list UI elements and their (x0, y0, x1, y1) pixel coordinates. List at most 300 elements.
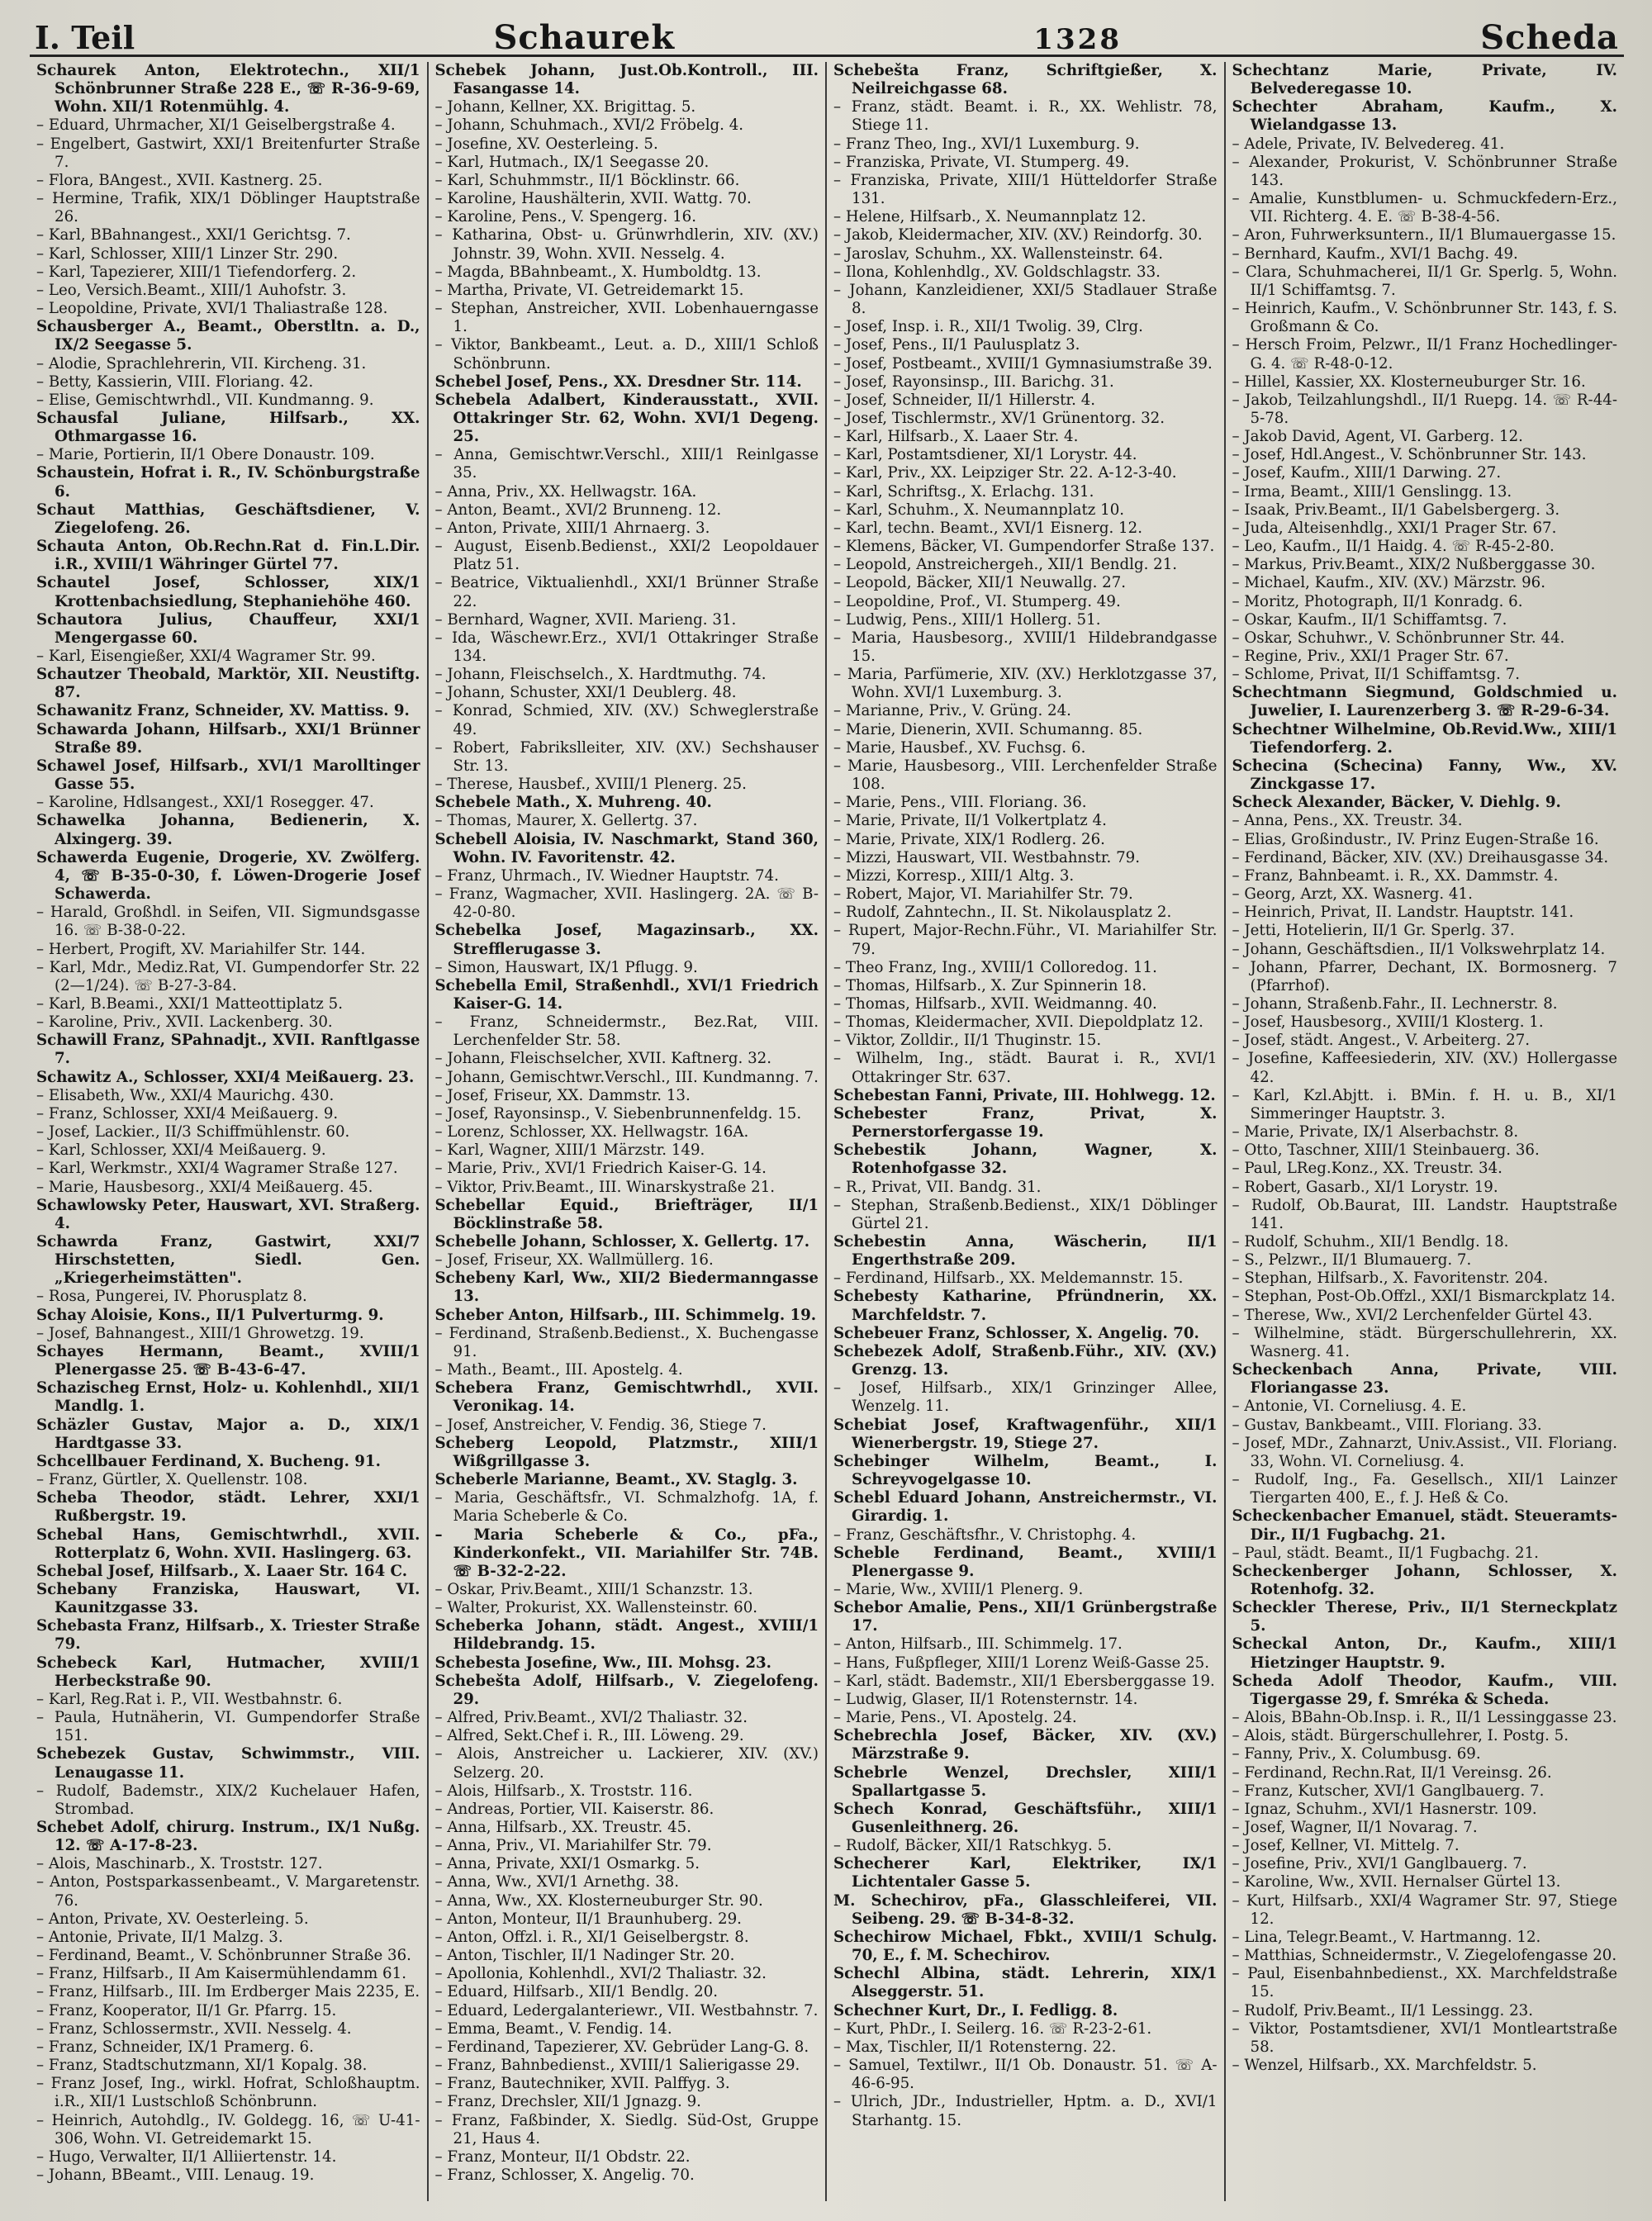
directory-entry: Schechter Abraham, Kaufm., X. Wielandgasse 13. (1232, 98, 1617, 135)
directory-sub-entry: – Johann, Geschäftsdien., II/1 Volkswehrplatz 14. (1232, 940, 1606, 958)
directory-sub-entry: – Franz, städt. Beamt. i. R., XX. Wehlistr. 78, Stiege 11. (833, 98, 1218, 135)
directory-sub-entry: – Josef, MDr., Zahnarzt, Univ.Assist., VII. Floriang. 33, Wohn. VI. Corneliusg. 4. (1232, 1434, 1617, 1470)
directory-sub-entry: – Franz, Kutscher, XVI/1 Ganglbauerg. 7. (1232, 1782, 1545, 1800)
directory-sub-entry: – Oskar, Schuhwr., V. Schönbrunner Str. 44. (1232, 629, 1565, 647)
directory-entry: Schauta Anton, Ob.Rechn.Rat d. Fin.L.Dir. i.R., XVIII/1 Währinger Gürtel 77. (36, 538, 420, 574)
directory-sub-entry: – Marie, Private, II/1 Volkertplatz 4. (833, 812, 1107, 830)
directory-entry: Schechtmann Siegmund, Goldschmied u. Juwelier, I. Laurenzerberg 3. ☏ R-29-6-34. (1232, 684, 1617, 720)
directory-sub-entry: – Josefine, Priv., XVI/1 Ganglbauerg. 7. (1232, 1855, 1527, 1873)
directory-sub-entry: – Johann, BBeamt., VIII. Lenaug. 19. (36, 2166, 315, 2184)
directory-entry: Schechl Albina, städt. Lehrerin, XIX/1 Alseggerstr. 51. (833, 1965, 1218, 2001)
directory-sub-entry: – Konrad, Schmied, XIV. (XV.) Schweglerstraße 49. (434, 702, 819, 738)
directory-sub-entry: – Alois, BBahn-Ob.Insp. i. R., II/1 Lessinggasse 23. (1232, 1709, 1617, 1727)
directory-sub-entry: – Thomas, Kleidermacher, XVII. Diepoldplatz 12. (833, 1013, 1203, 1032)
directory-sub-entry: – Marie, Portierin, II/1 Obere Donaustr. 109. (36, 446, 375, 464)
directory-sub-entry: – Karoline, Pens., V. Spengerg. 16. (434, 208, 697, 226)
directory-sub-entry: – Regine, Priv., XXI/1 Prager Str. 67. (1232, 648, 1509, 665)
directory-sub-entry: – Franz, Bautechniker, XVII. Palffyg. 3. (434, 2075, 730, 2093)
directory-sub-entry: – Ferdinand, Bäcker, XIV. (XV.) Dreihausgasse 34. (1232, 848, 1609, 866)
directory-sub-entry: – Alfred, Sekt.Chef i. R., III. Löweng. 29. (434, 1727, 744, 1745)
directory-sub-entry: – Clara, Schuhmacherei, II/1 Gr. Sperlg. 5, Wohn. II/1 Schiffamtsg. 7. (1232, 263, 1617, 299)
directory-entry: Schawel Josef, Hilfsarb., XVI/1 Marolltinger Gasse 55. (36, 757, 420, 794)
directory-sub-entry: – Franz, Schlosser, X. Angelig. 70. (434, 2166, 695, 2184)
directory-sub-entry: – Marianne, Priv., V. Grüng. 24. (833, 702, 1071, 720)
directory-sub-entry: – Franz, Gürtler, X. Quellenstr. 108. (36, 1471, 308, 1489)
directory-sub-entry: – Anna, Pens., XX. Treustr. 34. (1232, 812, 1463, 830)
left-keyword: Schaurek (493, 18, 676, 57)
directory-sub-entry: – Adele, Private, IV. Belvedereg. 41. (1232, 135, 1505, 153)
directory-sub-entry: – Hersch Froim, Pelzwr., II/1 Franz Hochedlinger-G. 4. ☏ R-48-0-12. (1232, 336, 1617, 373)
directory-entry: Schäzler Gustav, Major a. D., XIX/1 Hardtgasse 33. (36, 1416, 420, 1452)
directory-sub-entry: – Josef, Friseur, XX. Dammstr. 13. (434, 1086, 691, 1104)
directory-sub-entry: – Alois, Maschinarb., X. Troststr. 127. (36, 1855, 323, 1873)
directory-sub-entry: – Thomas, Hilfsarb., XVII. Weidmanng. 40. (833, 994, 1157, 1013)
directory-sub-entry: – Jakob David, Agent, VI. Garberg. 12. (1232, 428, 1523, 446)
directory-sub-entry: – Anna, Gemischtwr.Verschl., XIII/1 Reinlgasse 35. (434, 446, 819, 482)
directory-sub-entry: – Karl, Schriftsg., X. Erlachg. 131. (833, 482, 1094, 501)
directory-entry: Scheda Adolf Theodor, Kaufm., VIII. Tigergasse 29, f. Smréka & Scheda. (1232, 1672, 1617, 1708)
directory-entry: Schausberger A., Beamt., Oberstltn. a. D., IX/2 Seegasse 5. (36, 318, 420, 354)
directory-sub-entry: – Robert, Gasarb., XI/1 Lorystr. 19. (1232, 1178, 1498, 1196)
directory-sub-entry: – Oskar, Kaufm., II/1 Schiffamtsg. 7. (1232, 610, 1507, 629)
directory-sub-entry: – Viktor, Postamtsdiener, XVI/1 Montleartstraße 58. (1232, 2019, 1617, 2056)
directory-entry: – Maria Scheberle & Co., pFa., Kinderkonfekt., VII. Mariahilfer Str. 74B. ☏ B-32-2-22. (434, 1526, 819, 1580)
directory-sub-entry: – Josef, Schneider, II/1 Hillerstr. 4. (833, 391, 1096, 409)
directory-sub-entry: – Wenzel, Hilfsarb., XX. Marchfeldstr. 5. (1232, 2057, 1537, 2075)
directory-sub-entry: – Karl, Kzl.Abjtt. i. BMin. f. H. u. B., XI/1 Simmeringer Hauptstr. 3. (1232, 1086, 1617, 1122)
directory-entry: Schebinger Wilhelm, Beamt., I. Schreyvogelgasse 10. (833, 1452, 1218, 1489)
directory-sub-entry: – Ulrich, JDr., Industrieller, Hptm. a. D., XVI/1 Starhantg. 15. (833, 2093, 1218, 2129)
directory-sub-entry: – Bernhard, Kaufm., XVI/1 Bachg. 49. (1232, 244, 1518, 263)
directory-entry: Schawill Franz, SPahnadjt., XVII. Ranftlgasse 7. (36, 1032, 420, 1068)
directory-sub-entry: – Anton, Beamt., XVI/2 Brunneng. 12. (434, 501, 722, 519)
directory-entry: Schebešta Adolf, Hilfsarb., V. Ziegelofeng. 29. (434, 1672, 819, 1708)
directory-sub-entry: – Ida, Wäschewr.Erz., XVI/1 Ottakringer Straße 134. (434, 629, 819, 665)
directory-entry: Scheckenbach Anna, Private, VIII. Floriangasse 23. (1232, 1361, 1617, 1398)
directory-entry: Schecherer Karl, Elektriker, IX/1 Lichtentaler Gasse 5. (833, 1855, 1218, 1891)
directory-sub-entry: – Leo, Kaufm., II/1 Haidg. 4. ☏ R-45-2-80. (1232, 538, 1555, 556)
directory-sub-entry: – Franz Josef, Ing., wirkl. Hofrat, Schloßhauptm. i.R., XII/1 Lustschloß Schönbrunn. (36, 2075, 420, 2111)
directory-sub-entry: – Anton, Tischler, II/1 Nadinger Str. 20. (434, 1947, 735, 1965)
directory-sub-entry: – Stephan, Post-Ob.Offzl., XXI/1 Bismarckplatz 14. (1232, 1288, 1616, 1306)
directory-sub-entry: – Franz, Schlosser, XXI/4 Meißauerg. 9. (36, 1104, 339, 1122)
directory-sub-entry: – Amalie, Kunstblumen- u. Schmuckfedern-Erz., VII. Richterg. 4. E. ☏ B-38-4-56. (1232, 190, 1617, 226)
directory-entry: Schebela Adalbert, Kinderausstatt., XVII. Ottakringer Str. 62, Wohn. XVI/1 Degeng. 25. (434, 391, 819, 446)
directory-sub-entry: – Ferdinand, Straßenb.Bedienst., X. Buchengasse 91. (434, 1324, 819, 1360)
directory-entry: Schebal Josef, Hilfsarb., X. Laaer Str. 164 C. (36, 1562, 408, 1580)
directory-sub-entry: – Betty, Kassierin, VIII. Floriang. 42. (36, 373, 314, 391)
directory-sub-entry: – Heinrich, Kaufm., V. Schönbrunner Str. 143, f. S. Großmann & Co. (1232, 300, 1617, 336)
directory-sub-entry: – Engelbert, Gastwirt, XXI/1 Breitenfurter Straße 7. (36, 135, 420, 171)
directory-entry: Schay Aloisie, Kons., II/1 Pulverturmg. 9. (36, 1306, 384, 1324)
directory-entry: Schebeck Karl, Hutmacher, XVIII/1 Herbeckstraße 90. (36, 1654, 420, 1690)
directory-sub-entry: – Franz, Schneidermstr., Bez.Rat, VIII. Lerchenfelder Str. 58. (434, 1013, 819, 1050)
directory-sub-entry: – Ludwig, Glaser, II/1 Rotensternstr. 14. (833, 1690, 1138, 1708)
directory-entry: Schebestik Johann, Wagner, X. Rotenhofgasse 32. (833, 1141, 1218, 1178)
directory-sub-entry: – Thomas, Hilfsarb., X. Zur Spinnerin 18. (833, 976, 1147, 994)
directory-entry: Schebezek Adolf, Straßenb.Führ., XIV. (XV.) Grenzg. 13. (833, 1342, 1218, 1379)
directory-sub-entry: – Martha, Private, VI. Getreidemarkt 15. (434, 281, 744, 299)
directory-sub-entry: – Helene, Hilfsarb., X. Neumannplatz 12. (833, 208, 1146, 226)
directory-sub-entry: – Schlome, Privat, II/1 Schiffamtsg. 7. (1232, 666, 1521, 684)
directory-sub-entry: – Thomas, Maurer, X. Gellertg. 37. (434, 812, 698, 830)
directory-sub-entry: – Elise, Gemischtwrhdl., VII. Kundmanng. 9. (36, 391, 374, 409)
directory-sub-entry: – Johann, Fleischselcher, XVII. Kaftnerg. 32. (434, 1050, 772, 1068)
directory-sub-entry: – Karoline, Priv., XVII. Lackenberg. 30. (36, 1013, 333, 1032)
directory-sub-entry: – Anna, Priv., XX. Hellwagstr. 16A. (434, 482, 697, 501)
directory-entry: Schebera Franz, Gemischtwrhdl., XVII. Veronikag. 14. (434, 1379, 819, 1416)
directory-sub-entry: – Heinrich, Privat, II. Landstr. Hauptstr. 141. (1232, 904, 1574, 922)
directory-sub-entry: – Magda, BBahnbeamt., X. Humboldtg. 13. (434, 263, 762, 281)
directory-entry: M. Schechirov, pFa., Glasschleiferei, VII. Seibeng. 29. ☏ B-34-8-32. (833, 1891, 1218, 1928)
directory-sub-entry: – Anton, Monteur, II/1 Braunhuberg. 29. (434, 1910, 742, 1928)
directory-sub-entry: – Alois, Hilfsarb., X. Troststr. 116. (434, 1782, 693, 1800)
directory-column-1 (30, 62, 429, 2201)
directory-sub-entry: – Franziska, Private, VI. Stumperg. 49. (833, 153, 1130, 171)
directory-sub-entry: – Marie, Hausbef., XV. Fuchsg. 6. (833, 738, 1086, 757)
directory-sub-entry: – Apollonia, Kohlenhdl., XVI/2 Thaliastr. 32. (434, 1965, 767, 1983)
directory-sub-entry: – Karl, Schlosser, XIII/1 Linzer Str. 290. (36, 244, 339, 263)
directory-entry: Schebestan Fanni, Private, III. Hohlwegg. 12. (833, 1086, 1216, 1104)
directory-sub-entry: – Johann, Kellner, XX. Brigittag. 5. (434, 98, 696, 116)
directory-sub-entry: – Alexander, Prokurist, V. Schönbrunner Straße 143. (1232, 153, 1617, 189)
directory-entry: Schecina (Schecina) Fanny, Ww., XV. Zinckgasse 17. (1232, 757, 1617, 794)
directory-sub-entry: – Franz, Wagmacher, XVII. Haslingerg. 2A. ☏ B-42-0-80. (434, 885, 819, 922)
directory-sub-entry: – Flora, BAngest., XVII. Kastnerg. 25. (36, 171, 323, 189)
directory-entry: Schebal Hans, Gemischtwrhdl., XVII. Rotterplatz 6, Wohn. XVII. Haslingerg. 63. (36, 1526, 420, 1562)
directory-entry: Schaut Matthias, Geschäftsdiener, V. Ziegelofeng. 26. (36, 501, 420, 537)
directory-sub-entry: – Karoline, Haushälterin, XVII. Wattg. 70. (434, 190, 752, 208)
directory-sub-entry: – Eduard, Hilfsarb., XII/1 Bendlg. 20. (434, 1983, 719, 2001)
directory-entry: Scheber Anton, Hilfsarb., III. Schimmelg. 19. (434, 1306, 817, 1324)
directory-sub-entry: – Franz, Faßbinder, X. Siedlg. Süd-Ost, Gruppe 21, Haus 4. (434, 2111, 819, 2147)
directory-sub-entry: – Simon, Hauswart, IX/1 Pflugg. 9. (434, 958, 698, 976)
directory-entry: Scheba Theodor, städt. Lehrer, XXI/1 Rußbergstr. 19. (36, 1489, 420, 1526)
directory-entry: Schebeuer Franz, Schlosser, X. Angelig. 70. (833, 1324, 1199, 1342)
directory-sub-entry: – Ferdinand, Tapezierer, XV. Gebrüder Lang-G. 8. (434, 2038, 809, 2056)
directory-sub-entry: – Elias, Großindustr., IV. Prinz Eugen-Straße 16. (1232, 830, 1599, 848)
directory-entry: Schebel Josef, Pens., XX. Dresdner Str. 114. (434, 373, 802, 391)
directory-sub-entry: – Rudolf, Bademstr., XIX/2 Kuchelauer Hafen, Strombad. (36, 1782, 420, 1818)
directory-sub-entry: – Josef, Tischlermstr., XV/1 Grünentorg. 32. (833, 409, 1165, 427)
directory-sub-entry: – Karl, Schuhm., X. Neumannplatz 10. (833, 501, 1125, 519)
directory-sub-entry: – Paul, städt. Beamt., II/1 Fugbachg. 21. (1232, 1544, 1539, 1562)
directory-sub-entry: – Anton, Private, XIII/1 Ahrnaerg. 3. (434, 519, 710, 537)
directory-entry: Scheberka Johann, städt. Angest., XVIII/1 Hildebrandg. 15. (434, 1617, 819, 1654)
directory-sub-entry: – Maria, Hausbesorg., XVIII/1 Hildebrandgasse 15. (833, 629, 1218, 665)
part-label: I. Teil (35, 19, 135, 56)
directory-entry: Schautora Julius, Chauffeur, XXI/1 Mengergasse 60. (36, 610, 420, 647)
directory-sub-entry: – Beatrice, Viktualienhdl., XXI/1 Brünner Straße 22. (434, 574, 819, 610)
directory-entry: Schawrda Franz, Gastwirt, XXI/7 Hirschstetten, Siedl. Gen. „Kriegerheimstätten". (36, 1233, 420, 1288)
directory-sub-entry: – Stephan, Anstreicher, XVII. Lobenhauerngasse 1. (434, 300, 819, 336)
directory-sub-entry: – Ferdinand, Beamt., V. Schönbrunner Straße 36. (36, 1947, 411, 1965)
directory-sub-entry: – Rosa, Pungerei, IV. Phorusplatz 8. (36, 1288, 307, 1306)
directory-sub-entry: – Robert, Major, VI. Mariahilfer Str. 79. (833, 885, 1133, 904)
directory-sub-entry: – Karl, Postamtsdiener, XI/1 Lorystr. 44. (833, 446, 1137, 464)
directory-sub-entry: – Franz Theo, Ing., XVI/1 Luxemburg. 9. (833, 135, 1140, 153)
directory-sub-entry: – Josef, Rayonsinsp., III. Barichg. 31. (833, 373, 1114, 391)
directory-sub-entry: – Oskar, Priv.Beamt., XIII/1 Schanzstr. 13. (434, 1580, 753, 1598)
directory-sub-entry: – Anna, Ww., XX. Klosterneuburger Str. 90. (434, 1891, 763, 1910)
directory-sub-entry: – Marie, Hausbesorg., VIII. Lerchenfelder Straße 108. (833, 757, 1218, 794)
directory-sub-entry: – Josef, Kellner, VI. Mittelg. 7. (1232, 1837, 1460, 1855)
directory-sub-entry: – Fanny, Priv., X. Columbusg. 69. (1232, 1745, 1481, 1763)
directory-column-3 (827, 62, 1226, 2201)
directory-sub-entry: – Moritz, Photograph, II/1 Konradg. 6. (1232, 592, 1523, 610)
directory-entry: Scheckenbacher Emanuel, städt. Steueramts-Dir., II/1 Fugbachg. 21. (1232, 1507, 1617, 1544)
directory-sub-entry: – Karl, techn. Beamt., XVI/1 Eisnerg. 12. (833, 519, 1142, 537)
directory-sub-entry: – Anna, Hilfsarb., XX. Treustr. 45. (434, 1819, 692, 1836)
directory-sub-entry: – Otto, Taschner, XIII/1 Steinbauerg. 36. (1232, 1141, 1540, 1160)
directory-sub-entry: – Karl, Hutmach., IX/1 Seegasse 20. (434, 153, 710, 171)
directory-sub-entry: – Ignaz, Schuhm., XVI/1 Hasnerstr. 109. (1232, 1800, 1537, 1818)
directory-entry: Scheck Alexander, Bäcker, V. Diehlg. 9. (1232, 794, 1561, 812)
directory-sub-entry: – Anna, Ww., XVI/1 Arnethg. 38. (434, 1873, 679, 1891)
directory-sub-entry: – Karl, BBahnangest., XXI/1 Gerichtsg. 7. (36, 226, 351, 244)
directory-entry: Scheckenberger Johann, Schlosser, X. Rotenhofg. 32. (1232, 1562, 1617, 1598)
directory-sub-entry: – Viktor, Zolldir., II/1 Thuginstr. 15. (833, 1032, 1102, 1050)
directory-sub-entry: – Gustav, Bankbeamt., VIII. Floriang. 33. (1232, 1416, 1542, 1434)
directory-entry: Schebiat Josef, Kraftwagenführ., XII/1 Wienerbergstr. 19, Stiege 27. (833, 1416, 1218, 1452)
directory-sub-entry: – Franz, Uhrmach., IV. Wiedner Hauptstr. 74. (434, 866, 779, 885)
directory-entry: Schawerda Eugenie, Drogerie, XV. Zwölferg. 4, ☏ B-35-0-30, f. Löwen-Drogerie Josef Schawerda. (36, 848, 420, 904)
directory-sub-entry: – Karl, Wagner, XIII/1 Märzstr. 149. (434, 1141, 705, 1160)
directory-sub-entry: – Marie, Ww., XVIII/1 Plenerg. 9. (833, 1580, 1084, 1598)
directory-sub-entry: – Josef, städt. Angest., V. Arbeiterg. 27. (1232, 1032, 1531, 1050)
directory-entry: Schebany Franziska, Hauswart, VI. Kaunitzgasse 33. (36, 1580, 420, 1617)
directory-sub-entry: – Jakob, Kleidermacher, XIV. (XV.) Reindorfg. 30. (833, 226, 1203, 244)
directory-sub-entry: – Irma, Beamt., XIII/1 Genslingg. 13. (1232, 482, 1512, 501)
directory-entry: Schcellbauer Ferdinand, X. Bucheng. 91. (36, 1452, 381, 1470)
directory-entry: Schautzer Theobald, Marktör, XII. Neustiftg. 87. (36, 666, 420, 702)
directory-entry: Schebasta Franz, Hilfsarb., X. Triester Straße 79. (36, 1617, 420, 1654)
directory-sub-entry: – Anton, Private, XV. Oesterleing. 5. (36, 1910, 309, 1928)
directory-entry: Schautel Josef, Schlosser, XIX/1 Krottenbachsiedlung, Stephaniehöhe 460. (36, 574, 420, 610)
directory-entry: Schebezek Gustav, Schwimmstr., VIII. Lenaugasse 11. (36, 1745, 420, 1782)
directory-sub-entry: – Johann, Schuhmach., XVI/2 Fröbelg. 4. (434, 116, 744, 135)
directory-sub-entry: – Mizzi, Hauswart, VII. Westbahnstr. 79. (833, 848, 1141, 866)
directory-entry: Schebet Adolf, chirurg. Instrum., IX/1 Nußg. 12. ☏ A-17-8-23. (36, 1819, 420, 1855)
directory-entry: Schebella Emil, Straßenhdl., XVI/1 Friedrich Kaiser-G. 14. (434, 976, 819, 1013)
directory-sub-entry: – Karl, Mdr., Mediz.Rat, VI. Gumpendorfer Str. 22 (2—1/24). ☏ B-27-3-84. (36, 958, 420, 994)
directory-sub-entry: – Lorenz, Schlosser, XX. Hellwagstr. 16A. (434, 1123, 749, 1141)
directory-sub-entry: – Marie, Private, XIX/1 Rodlerg. 26. (833, 830, 1105, 848)
directory-sub-entry: – Rupert, Major-Rechn.Führ., VI. Mariahilfer Str. 79. (833, 922, 1218, 958)
directory-sub-entry: – Johann, Straßenb.Fahr., II. Lechnerstr. 8. (1232, 994, 1558, 1013)
directory-entry: Scheckler Therese, Priv., II/1 Sterneckplatz 5. (1232, 1599, 1617, 1635)
directory-sub-entry: – Paul, Eisenbahnbedienst., XX. Marchfeldstraße 15. (1232, 1965, 1617, 2001)
directory-sub-entry: – Johann, Kanzleidiener, XXI/5 Stadlauer Straße 8. (833, 281, 1218, 318)
directory-sub-entry: – Theo Franz, Ing., XVIII/1 Colloredog. 11. (833, 958, 1157, 976)
directory-sub-entry: – Marie, Private, IX/1 Alserbachstr. 8. (1232, 1123, 1519, 1141)
directory-sub-entry: – Emma, Beamt., V. Fendig. 14. (434, 2019, 672, 2038)
directory-sub-entry: – Alfred, Priv.Beamt., XVI/2 Thaliastr. 32. (434, 1709, 748, 1727)
directory-sub-entry: – Rudolf, Ob.Baurat, III. Landstr. Hauptstraße 141. (1232, 1196, 1617, 1232)
directory-sub-entry: – Kurt, Hilfsarb., XXI/4 Wagramer Str. 97, Stiege 12. (1232, 1891, 1617, 1928)
directory-sub-entry: – Aron, Fuhrwerksuntern., II/1 Blumauergasse 15. (1232, 226, 1616, 244)
directory-entry: Schebele Math., X. Muhreng. 40. (434, 794, 712, 812)
directory-sub-entry: – Johann, Fleischselch., X. Hardtmuthg. 74. (434, 666, 767, 684)
directory-sub-entry: – Stephan, Hilfsarb., X. Favoritenstr. 204. (1232, 1269, 1549, 1288)
directory-sub-entry: – Franz, Schneider, IX/1 Pramerg. 6. (36, 2038, 314, 2056)
directory-sub-entry: – Rudolf, Zahntechn., II. St. Nikolausplatz 2. (833, 904, 1172, 922)
directory-sub-entry: – Antonie, VI. Corneliusg. 4. E. (1232, 1398, 1467, 1416)
directory-sub-entry: – Josef, Bahnangest., XIII/1 Ghrowetzg. 19. (36, 1324, 364, 1342)
directory-entry: Schebrle Wenzel, Drechsler, XIII/1 Spallartgasse 5. (833, 1763, 1218, 1800)
directory-sub-entry: – Franziska, Private, XIII/1 Hütteldorfer Straße 131. (833, 171, 1218, 208)
directory-sub-entry: – Alodie, Sprachlehrerin, VII. Kircheng. 31. (36, 354, 367, 373)
directory-sub-entry: – Hans, Fußpfleger, XIII/1 Lorenz Weiß-Gasse 25. (833, 1654, 1210, 1672)
directory-sub-entry: – Karl, Eisengießer, XXI/4 Wagramer Str. 99. (36, 648, 376, 665)
directory-entry: Schebl Eduard Johann, Anstreichermstr., VI. Girardig. 1. (833, 1489, 1218, 1526)
directory-sub-entry: – Herbert, Progift, XV. Mariahilfer Str. 144. (36, 940, 366, 958)
directory-entry: Schaustein, Hofrat i. R., IV. Schönburgstraße 6. (36, 464, 420, 501)
directory-column-2 (429, 62, 828, 2201)
directory-sub-entry: – Josef, Pens., II/1 Paulusplatz 3. (833, 336, 1080, 354)
directory-sub-entry: – Klemens, Bäcker, VI. Gumpendorfer Straße 137. (833, 538, 1215, 556)
directory-sub-entry: – Josef, Rayonsinsp., V. Siebenbrunnenfeldg. 15. (434, 1104, 802, 1122)
directory-entry: Schebellar Equid., Briefträger, II/1 Böcklinstraße 58. (434, 1196, 819, 1232)
directory-sub-entry: – Alois, Anstreicher u. Lackierer, XIV. (XV.) Selzerg. 20. (434, 1745, 819, 1782)
directory-sub-entry: – Karl, Schuhmmstr., II/1 Böcklinstr. 66. (434, 171, 740, 189)
directory-sub-entry: – Viktor, Bankbeamt., Leut. a. D., XIII/1 Schloß Schönbrunn. (434, 336, 819, 373)
page-number: 1328 (1033, 23, 1122, 56)
directory-sub-entry: – Rudolf, Priv.Beamt., II/1 Lessingg. 23. (1232, 2001, 1534, 2019)
directory-sub-entry: – Leopoldine, Prof., VI. Stumperg. 49. (833, 592, 1121, 610)
directory-sub-entry: – Anna, Priv., VI. Mariahilfer Str. 79. (434, 1837, 712, 1855)
directory-sub-entry: – Therese, Ww., XVI/2 Lerchenfelder Gürtel 43. (1232, 1306, 1593, 1324)
directory-sub-entry: – Josef, Postbeamt., XVIII/1 Gymnasiumstraße 39. (833, 354, 1213, 373)
directory-sub-entry: – Josef, Friseur, XX. Wallmüllerg. 16. (434, 1251, 714, 1269)
directory-entry: Schebesty Katharine, Pfründnerin, XX. Marchfeldstr. 7. (833, 1288, 1218, 1324)
directory-sub-entry: – Viktor, Priv.Beamt., III. Winarskystraße 21. (434, 1178, 776, 1196)
directory-entry: Schawelka Johanna, Bedienerin, X. Alxingerg. 39. (36, 812, 420, 848)
directory-entry: Schechtner Wilhelmine, Ob.Revid.Ww., XIII/1 Tiefendorferg. 2. (1232, 720, 1617, 757)
directory-sub-entry: – Karl, Werkmstr., XXI/4 Wagramer Straße 127. (36, 1160, 398, 1178)
directory-sub-entry: – Rudolf, Schuhm., XII/1 Bendlg. 18. (1232, 1233, 1509, 1250)
directory-sub-entry: – Paula, Hutnäherin, VI. Gumpendorfer Straße 151. (36, 1709, 420, 1745)
directory-sub-entry: – Max, Tischler, II/1 Rotensterng. 22. (833, 2038, 1117, 2056)
directory-entry: Scheberg Leopold, Platzmstr., XIII/1 Wißgrillgasse 3. (434, 1434, 819, 1470)
directory-entry: Schaurek Anton, Elektrotechn., XII/1 Schönbrunner Straße 228 E., ☏ R-36-9-69, Wohn. XII/1 Rotenmühlg. 4. (36, 62, 420, 116)
directory-sub-entry: – Franz, Hilfsarb., II Am Kaisermühlendamm 61. (36, 1965, 406, 1983)
directory-sub-entry: – Anton, Offzl. i. R., XI/1 Geiselbergstr. 8. (434, 1928, 749, 1946)
directory-sub-entry: – Hillel, Kassier, XX. Klosterneuburger Str. 16. (1232, 373, 1586, 391)
directory-sub-entry: – Ferdinand, Rechn.Rat, II/1 Vereinsg. 26. (1232, 1763, 1552, 1782)
directory-sub-entry: – Walter, Prokurist, XX. Wallensteinstr. 60. (434, 1599, 758, 1617)
directory-entry: Schebesta Josefine, Ww., III. Mohsg. 23. (434, 1654, 771, 1672)
directory-entry: Scheble Ferdinand, Beamt., XVIII/1 Plenergasse 9. (833, 1544, 1218, 1580)
directory-entry: Schebeny Karl, Ww., XII/2 Biedermanngasse 13. (434, 1269, 819, 1306)
directory-sub-entry: – Josef, Kaufm., XIII/1 Darwing. 27. (1232, 464, 1502, 482)
directory-sub-entry: – Josef, Hdl.Angest., V. Schönbrunner Str. 143. (1232, 446, 1587, 464)
directory-sub-entry: – Anna, Private, XXI/1 Osmarkg. 5. (434, 1855, 700, 1873)
directory-sub-entry: – Anton, Hilfsarb., III. Schimmelg. 17. (833, 1635, 1123, 1654)
directory-sub-entry: – R., Privat, VII. Bandg. 31. (833, 1178, 1042, 1196)
directory-sub-entry: – Leo, Versich.Beamt., XIII/1 Auhofstr. 3. (36, 281, 347, 299)
directory-sub-entry: – Marie, Hausbesorg., XXI/4 Meißauerg. 45. (36, 1178, 373, 1196)
directory-sub-entry: – Johann, Schuster, XXI/1 Deublerg. 48. (434, 684, 737, 702)
directory-sub-entry: – Franz, Drechsler, XII/1 Jgnazg. 9. (434, 2093, 701, 2111)
directory-sub-entry: – Paul, LReg.Konz., XX. Treustr. 34. (1232, 1160, 1502, 1178)
directory-sub-entry: – Leopoldine, Private, XVI/1 Thaliastraße 128. (36, 300, 388, 318)
directory-sub-entry: – Franz, Geschäftsfhr., V. Christophg. 4. (833, 1526, 1137, 1544)
directory-sub-entry: – Matthias, Schneidermstr., V. Ziegelofengasse 20. (1232, 1947, 1617, 1965)
directory-sub-entry: – Karl, städt. Bademstr., XII/1 Ebersberggasse 19. (833, 1672, 1215, 1690)
directory-sub-entry: – Wilhelm, Ing., städt. Baurat i. R., XVI/1 Ottakringer Str. 637. (833, 1050, 1218, 1086)
directory-sub-entry: – Johann, Pfarrer, Dechant, IX. Bormosnerg. 7 (Pfarrhof). (1232, 958, 1617, 994)
directory-sub-entry: – Jaroslav, Schuhm., XX. Wallensteinstr. 64. (833, 244, 1163, 263)
directory-sub-entry: – Josefine, Kaffeesiederin, XIV. (XV.) Hollergasse 42. (1232, 1050, 1617, 1086)
directory-sub-entry: – Marie, Pens., VI. Apostelg. 24. (833, 1709, 1077, 1727)
directory-sub-entry: – Rudolf, Ing., Fa. Gesellsch., XII/1 Lainzer Tiergarten 400, E., f. J. Heß & Co. (1232, 1471, 1617, 1507)
directory-sub-entry: – Ludwig, Pens., XIII/1 Hollerg. 51. (833, 610, 1101, 629)
directory-entry: Schechtanz Marie, Private, IV. Belvederegasse 10. (1232, 62, 1617, 98)
directory-sub-entry: – Eduard, Uhrmacher, XI/1 Geiselbergstraße 4. (36, 116, 396, 135)
directory-sub-entry: – Lina, Telegr.Beamt., V. Hartmanng. 12. (1232, 1928, 1541, 1946)
directory-column-4 (1226, 62, 1625, 2201)
directory-sub-entry: – Karl, Priv., XX. Leipziger Str. 22. A-12-3-40. (833, 464, 1177, 482)
directory-sub-entry: – Karl, Tapezierer, XIII/1 Tiefendorferg. 2. (36, 263, 357, 281)
directory-sub-entry: – Andreas, Portier, VII. Kaiserstr. 86. (434, 1800, 714, 1818)
directory-sub-entry: – Juda, Alteisenhdlg., XXI/1 Prager Str. 67. (1232, 519, 1557, 537)
directory-sub-entry: – Karoline, Ww., XVII. Hernalser Gürtel 13. (1232, 1873, 1561, 1891)
directory-entry: Schawarda Johann, Hilfsarb., XXI/1 Brünner Straße 89. (36, 720, 420, 757)
directory-sub-entry: – Maria, Parfümerie, XIV. (XV.) Herklotzgasse 37, Wohn. XVI/1 Luxemburg. 3. (833, 666, 1218, 702)
directory-columns (30, 62, 1624, 2201)
directory-sub-entry: – Franz, Bahnbedienst., XVIII/1 Salierigasse 29. (434, 2057, 800, 2075)
directory-sub-entry: – Franz, Hilfsarb., III. Im Erdberger Mais 2235, E. (36, 1983, 420, 2001)
directory-sub-entry: – Karl, Schlosser, XXI/4 Meißauerg. 9. (36, 1141, 326, 1160)
directory-entry: Schayes Hermann, Beamt., XVIII/1 Plenergasse 25. ☏ B-43-6-47. (36, 1342, 420, 1379)
directory-sub-entry: – Hugo, Verwalter, II/1 Alliiertenstr. 14. (36, 2147, 337, 2166)
directory-sub-entry: – Harald, Großhdl. in Seifen, VII. Sigmundsgasse 16. ☏ B-38-0-22. (36, 904, 420, 940)
directory-sub-entry: – Kurt, PhDr., I. Seilerg. 16. ☏ R-23-2-61. (833, 2019, 1152, 2038)
directory-entry: Schazischeg Ernst, Holz- u. Kohlenhdl., XII/1 Mandlg. 1. (36, 1379, 420, 1416)
directory-sub-entry: – Michael, Kaufm., XIV. (XV.) Märzstr. 96. (1232, 574, 1546, 592)
page-header (30, 18, 1624, 57)
right-keyword: Scheda (1480, 18, 1619, 57)
directory-sub-entry: – Marie, Dienerin, XVII. Schumanng. 85. (833, 720, 1143, 738)
directory-sub-entry: – Stephan, Straßenb.Bedienst., XIX/1 Döblinger Gürtel 21. (833, 1196, 1218, 1232)
directory-sub-entry: – Josef, Hausbesorg., XVIII/1 Klosterg. 1. (1232, 1013, 1544, 1032)
directory-sub-entry: – Josef, Wagner, II/1 Novarag. 7. (1232, 1819, 1478, 1836)
directory-sub-entry: – Jetti, Hotelierin, II/1 Gr. Sperlg. 37. (1232, 922, 1515, 940)
directory-sub-entry: – August, Eisenb.Bedienst., XXI/2 Leopoldauer Platz 51. (434, 538, 819, 574)
directory-sub-entry: – Karl, B.Beami., XXI/1 Matteottiplatz 5. (36, 994, 344, 1013)
directory-sub-entry: – Karl, Hilfsarb., X. Laaer Str. 4. (833, 428, 1079, 446)
directory-sub-entry: – Marie, Pens., VIII. Floriang. 36. (833, 794, 1087, 812)
directory-entry: Schebek Johann, Just.Ob.Kontroll., III. Fasangasse 14. (434, 62, 819, 98)
directory-sub-entry: – Josefine, XV. Oesterleing. 5. (434, 135, 658, 153)
directory-sub-entry: – Maria, Geschäftsfr., VI. Schmalzhofg. 1A, f. Maria Scheberle & Co. (434, 1489, 819, 1526)
directory-entry: Schawlowsky Peter, Hauswart, XVI. Straßerg. 4. (36, 1196, 420, 1232)
directory-entry: Scheckal Anton, Dr., Kaufm., XIII/1 Hietzinger Hauptstr. 9. (1232, 1635, 1617, 1672)
directory-sub-entry: – Samuel, Textilwr., II/1 Ob. Donaustr. 51. ☏ A-46-6-95. (833, 2057, 1218, 2093)
directory-sub-entry: – Hermine, Trafik, XIX/1 Döblinger Hauptstraße 26. (36, 190, 420, 226)
directory-sub-entry: – Karl, Reg.Rat i. P., VII. Westbahnstr. 6. (36, 1690, 343, 1708)
directory-entry: Schebelka Josef, Magazinsarb., XX. Strefflerugasse 3. (434, 922, 819, 958)
directory-sub-entry: – Georg, Arzt, XX. Wasnerg. 41. (1232, 885, 1473, 904)
directory-entry: Scheberle Marianne, Beamt., XV. Staglg. 3. (434, 1471, 798, 1489)
directory-entry: Schebešta Franz, Schriftgießer, X. Neilreichgasse 68. (833, 62, 1218, 98)
directory-entry: Schechner Kurt, Dr., I. Fedligg. 8. (833, 2001, 1118, 2019)
directory-entry: Schawitz A., Schlosser, XXI/4 Meißauerg. 23. (36, 1068, 415, 1086)
directory-sub-entry: – Franz, Stadtschutzmann, XI/1 Kopalg. 38. (36, 2057, 368, 2075)
directory-sub-entry: – Franz, Bahnbeamt. i. R., XX. Dammstr. 4. (1232, 866, 1559, 885)
directory-sub-entry: – Franz, Monteur, II/1 Obdstr. 22. (434, 2147, 691, 2166)
